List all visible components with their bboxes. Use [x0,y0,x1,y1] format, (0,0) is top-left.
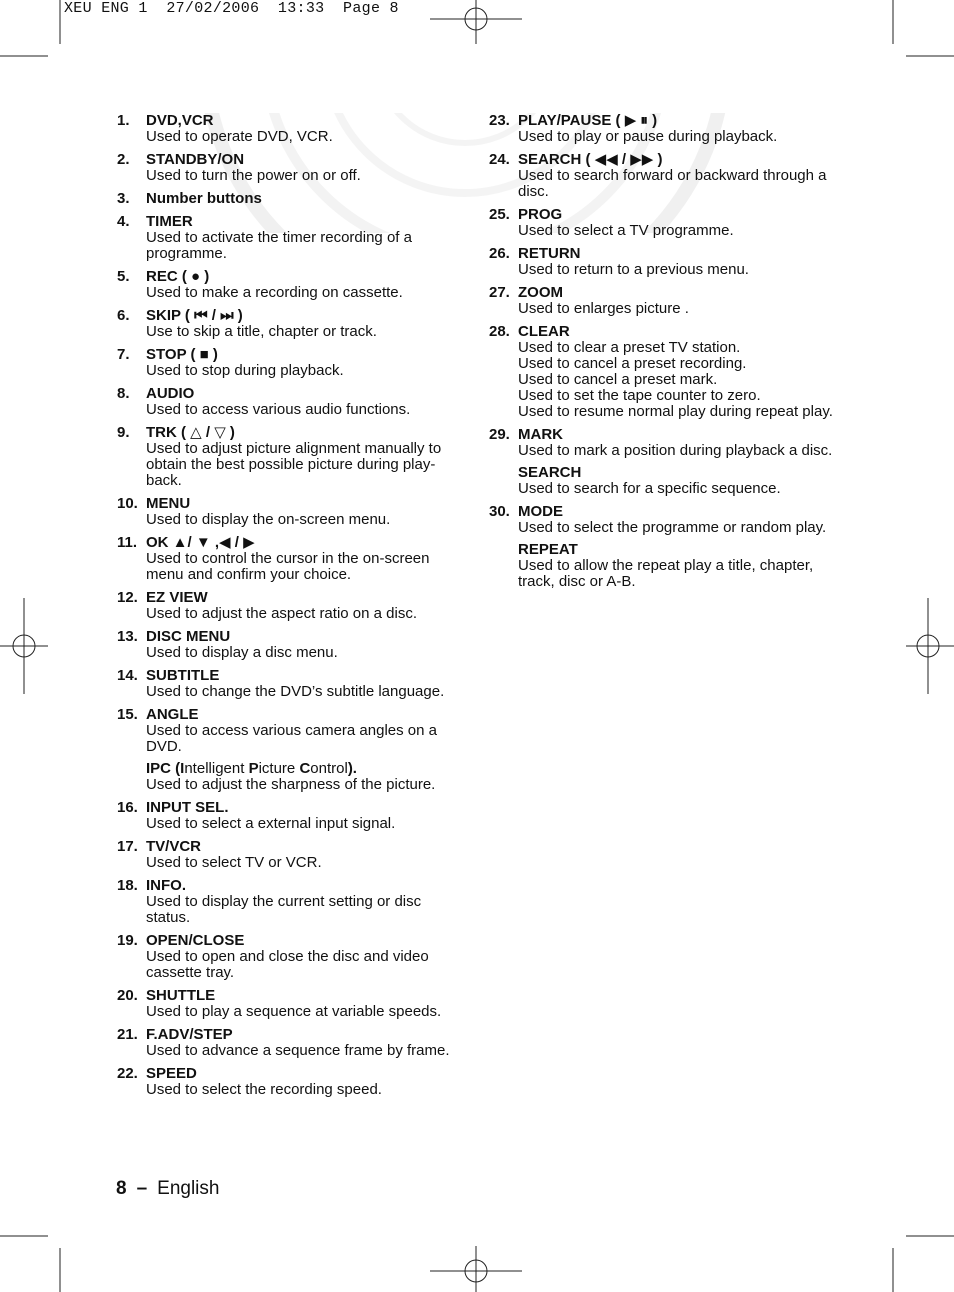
entry-title: EZ VIEW [146,589,208,606]
entry-number: 10. [117,495,138,512]
entry-title: STANDBY/ON [146,151,245,168]
entry-title: PLAY/PAUSE ( ▶ ⏸ ) [518,112,658,129]
entry-number: 5. [117,268,130,285]
entry-number: 28. [489,323,510,340]
entry-number: 14. [117,667,138,684]
remote-button-entry [489,542,839,590]
remote-button-entry [117,425,467,489]
remote-button-entry [489,246,839,278]
entry-title: SEARCH ( ◀◀ / ▶▶ ) [518,151,663,168]
entry-description: Use to skip a title, chapter or track. [146,323,377,340]
entry-title: TIMER [146,213,193,230]
entry-number: 19. [117,932,138,949]
entry-title: F.ADV/STEP [146,1026,233,1043]
entry-number: 24. [489,151,510,168]
print-header: XEU ENG 1 27/02/2006 13:33 Page 8 [64,0,399,17]
remote-button-entry [489,427,839,459]
entry-description: Used to make a recording on cassette. [146,284,403,301]
entry-description: Used to select a TV programme. [518,222,734,239]
entry-number: 29. [489,426,510,443]
remote-button-entry [117,496,467,528]
entry-title: TV/VCR [146,838,202,855]
entry-number: 25. [489,206,510,223]
remote-button-entry [489,324,839,420]
remote-button-entry [117,1066,467,1098]
entry-number: 16. [117,799,138,816]
remote-button-entry [117,761,467,793]
entry-description: Used to resume normal play during repeat play. [518,403,833,420]
entry-description: Used to play a sequence at variable speeds. [146,1003,442,1020]
entry-description: Used to search forward or backward through a disc. [518,167,827,200]
remote-button-entry [117,878,467,926]
remote-button-entry [489,504,839,536]
entry-description: Used to adjust the sharpness of the picture. [146,776,436,793]
entry-title: INPUT SEL. [146,799,229,816]
entry-number: 3. [117,190,130,207]
entry-description: Used to turn the power on or off. [146,167,361,184]
left-column [117,113,467,1105]
entry-title: OK ▲/ ▼ ,◀ / ▶ [146,534,255,551]
entry-number: 4. [117,213,130,230]
entry-description: Used to select the recording speed. [146,1081,382,1098]
remote-button-entry [117,535,467,583]
entry-title: MENU [146,495,191,512]
entry-description: Used to select TV or VCR. [146,854,322,871]
entry-description: Used to control the cursor in the on-screen menu and confirm your choice. [146,550,430,583]
entry-description: Used to mark a position during playback a disc. [518,442,833,459]
entry-number: 27. [489,284,510,301]
entry-description: Used to set the tape counter to zero. [518,387,761,404]
entry-title: SPEED [146,1065,197,1082]
entry-description: Used to adjust picture alignment manually to obtain the best possible picture during play-back. [146,440,442,489]
entry-description: Used to access various camera angles on a DVD. [146,722,437,755]
entry-number: 22. [117,1065,138,1082]
entry-number: 17. [117,838,138,855]
entry-title: TRK ( △ / ▽ ) [146,424,235,441]
entry-title: INFO. [146,877,186,894]
entry-description: Used to display the current setting or disc status. [146,893,422,926]
entry-number: 1. [117,112,130,129]
entry-number: 21. [117,1026,138,1043]
entry-number: 30. [489,503,510,520]
entry-title: ANGLE [146,706,199,723]
entry-description: Used to select a external input signal. [146,815,396,832]
remote-button-entry [117,707,467,755]
entry-number: 9. [117,424,130,441]
remote-button-entry [117,590,467,622]
remote-button-entry [489,285,839,317]
entry-title: IPC (Intelligent Picture Control). [146,760,357,777]
entry-number: 18. [117,877,138,894]
entry-title: PROG [518,206,563,223]
entry-number: 13. [117,628,138,645]
entry-description: Used to enlarges picture . [518,300,689,317]
remote-button-entry [117,152,467,184]
entry-title: DVD,VCR [146,112,214,129]
remote-button-entry [117,386,467,418]
entry-number: 6. [117,307,130,324]
entry-number: 11. [117,534,138,551]
remote-button-entry [117,308,467,340]
entry-number: 23. [489,112,510,129]
remote-button-entry [117,269,467,301]
entry-title: SHUTTLE [146,987,216,1004]
remote-button-entry [489,465,839,497]
remote-button-entry [117,1027,467,1059]
entry-title: CLEAR [518,323,570,340]
entry-description: Used to display the on-screen menu. [146,511,391,528]
entry-description: Used to search for a specific sequence. [518,480,781,497]
entry-description: Used to access various audio functions. [146,401,411,418]
right-column [489,113,839,597]
entry-title: SEARCH [518,464,582,481]
remote-button-entry [117,191,467,207]
entry-title: OPEN/CLOSE [146,932,245,949]
entry-title: DISC MENU [146,628,231,645]
entry-description: Used to stop during playback. [146,362,344,379]
entry-description: Used to open and close the disc and video cassette tray. [146,948,429,981]
entry-description: Used to advance a sequence frame by frame. [146,1042,450,1059]
entry-description: Used to return to a previous menu. [518,261,749,278]
remote-button-entry [117,839,467,871]
entry-title: STOP ( ■ ) [146,346,218,363]
entry-description: Used to allow the repeat play a title, chapter, track, disc or A-B. [518,557,814,590]
entry-description: Used to display a disc menu. [146,644,338,661]
remote-button-entry [489,152,839,200]
footer-dash: – [136,1178,148,1199]
entry-title: ZOOM [518,284,563,301]
entry-number: 15. [117,706,138,723]
entry-description: Used to operate DVD, VCR. [146,128,333,145]
entry-title: MODE [518,503,563,520]
entry-description: Used to cancel a preset mark. [518,371,718,388]
remote-button-entry [489,207,839,239]
entry-title: SKIP ( ⏮ / ⏭ ) [146,307,243,324]
entry-number: 20. [117,987,138,1004]
remote-button-entry [117,113,467,145]
entry-title: REPEAT [518,541,578,558]
remote-button-entry [117,988,467,1020]
remote-button-entry [117,933,467,981]
remote-button-entry [117,668,467,700]
entry-number: 12. [117,589,138,606]
entry-description: Used to cancel a preset recording. [518,355,747,372]
entry-title: SUBTITLE [146,667,220,684]
remote-button-entry [117,347,467,379]
entry-title: Number buttons [146,190,262,207]
page-number: 8 [116,1178,127,1199]
remote-button-entry [117,800,467,832]
entry-title: RETURN [518,245,581,262]
entry-description: Used to select the programme or random play. [518,519,827,536]
entry-description: Used to clear a preset TV station. [518,339,741,356]
entry-number: 26. [489,245,510,262]
remote-button-entry [489,113,839,145]
entry-description: Used to adjust the aspect ratio on a disc. [146,605,417,622]
entry-title: MARK [518,426,563,443]
footer-language: English [157,1178,220,1199]
entry-description: Used to play or pause during playback. [518,128,778,145]
remote-button-entry [117,214,467,262]
entry-description: Used to change the DVD’s subtitle language. [146,683,445,700]
page-footer [116,1178,219,1200]
entry-title: REC ( ● ) [146,268,210,285]
entry-description: Used to activate the timer recording of a programme. [146,229,412,262]
entry-number: 2. [117,151,130,168]
entry-title: AUDIO [146,385,195,402]
remote-button-entry [117,629,467,661]
entry-number: 7. [117,346,130,363]
entry-number: 8. [117,385,130,402]
